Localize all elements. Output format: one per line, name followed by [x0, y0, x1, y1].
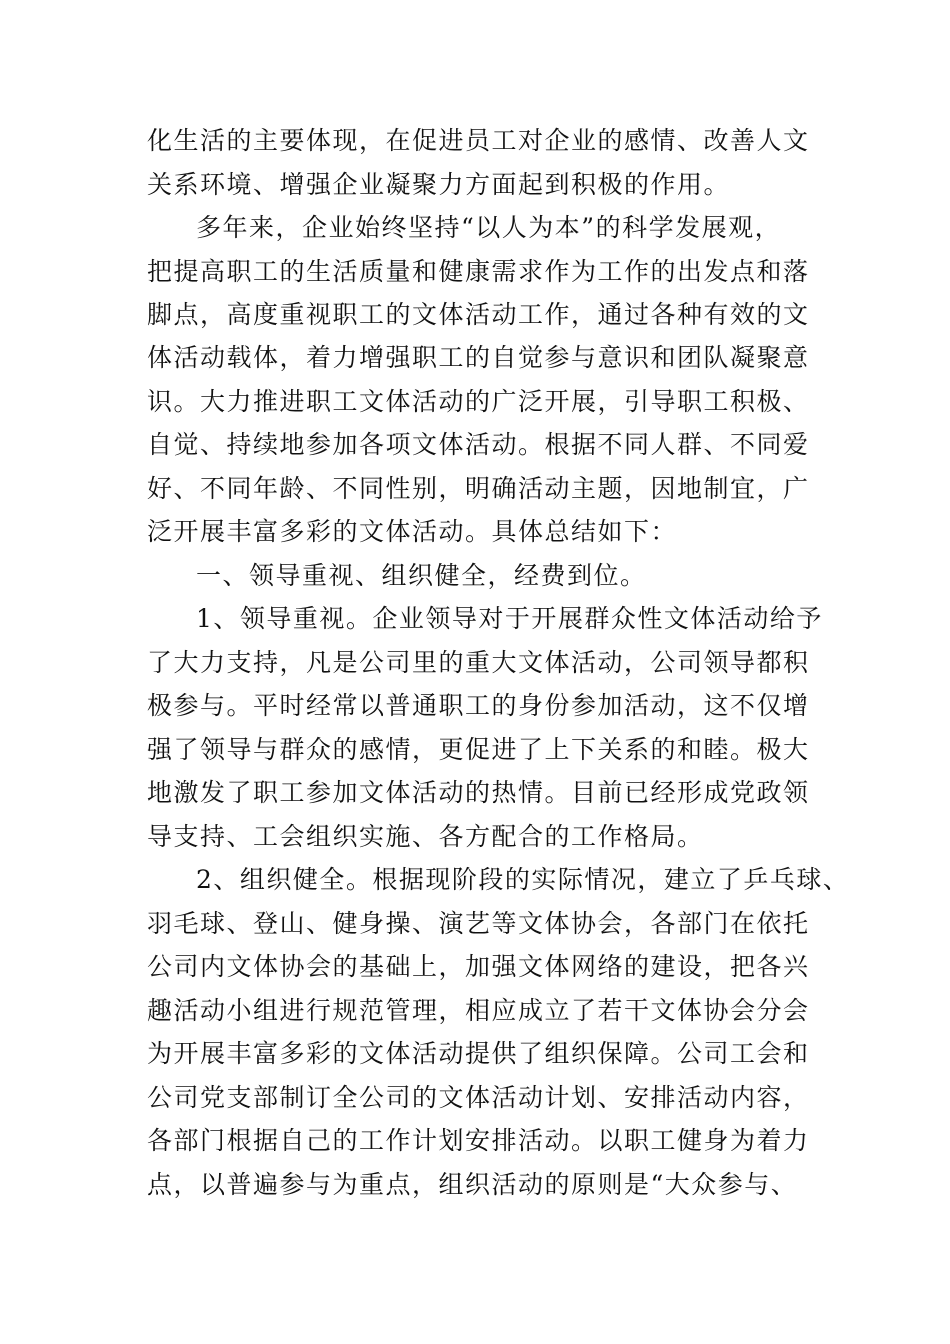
text-line-25: 点，以普遍参与为重点，组织活动的原则是“大众参与、 [147, 1170, 798, 1199]
text-line-8: 自觉、持续地参加各项文体活动。根据不同人群、不同爱 [147, 430, 810, 459]
text-line-16: 地激发了职工参加文体活动的热情。目前已经形成党政领 [147, 778, 810, 807]
text-line-14: 极参与。平时经常以普通职工的身份参加活动，这不仅增 [147, 691, 810, 720]
text-line-9: 好、不同年龄、不同性别，明确活动主题，因地制宜，广 [147, 474, 810, 503]
paragraph-start-line: 多年来，企业始终坚持“以人为本”的科学发展观， [196, 213, 782, 242]
text-line-21: 趣活动小组进行规范管理，相应成立了若干文体协会分会 [147, 996, 810, 1025]
subsection-2-start: 2、组织健全。根据现阶段的实际情况，建立了乒乓球、 [196, 865, 850, 894]
text-line-15: 强了领导与群众的感情，更促进了上下关系的和睦。极大 [147, 735, 810, 764]
text-line-24: 各部门根据自己的工作计划安排活动。以职工健身为着力 [147, 1126, 810, 1155]
subsection-1-start: 1、领导重视。企业领导对于开展群众性文体活动给予 [196, 604, 823, 633]
text-line-5: 脚点，高度重视职工的文体活动工作，通过各种有效的文 [147, 300, 810, 329]
text-line-23: 公司党支部制订全公司的文体活动计划、安排活动内容， [147, 1083, 810, 1112]
text-line-20: 公司内文体协会的基础上，加强文体网络的建设，把各兴 [147, 952, 810, 981]
text-line-6: 体活动载体，着力增强职工的自觉参与意识和团队凝聚意 [147, 343, 810, 372]
text-line-7: 识。大力推进职工文体活动的广泛开展，引导职工积极、 [147, 387, 810, 416]
text-line-2: 关系环境、增强企业凝聚力方面起到积极的作用。 [147, 170, 731, 199]
section-heading: 一、领导重视、组织健全，经费到位。 [196, 561, 647, 590]
text-line-22: 为开展丰富多彩的文体活动提供了组织保障。公司工会和 [147, 1039, 810, 1068]
text-line-13: 了大力支持，凡是公司里的重大文体活动，公司领导都积 [147, 648, 810, 677]
text-line-19: 羽毛球、登山、健身操、演艺等文体协会，各部门在依托 [147, 909, 810, 938]
text-line-1: 化生活的主要体现，在促进员工对企业的感情、改善人文 [147, 126, 810, 155]
text-line-17: 导支持、工会组织实施、各方配合的工作格局。 [147, 822, 704, 851]
text-line-10: 泛开展丰富多彩的文体活动。具体总结如下： [147, 517, 678, 546]
text-line-4: 把提高职工的生活质量和健康需求作为工作的出发点和落 [147, 257, 810, 286]
